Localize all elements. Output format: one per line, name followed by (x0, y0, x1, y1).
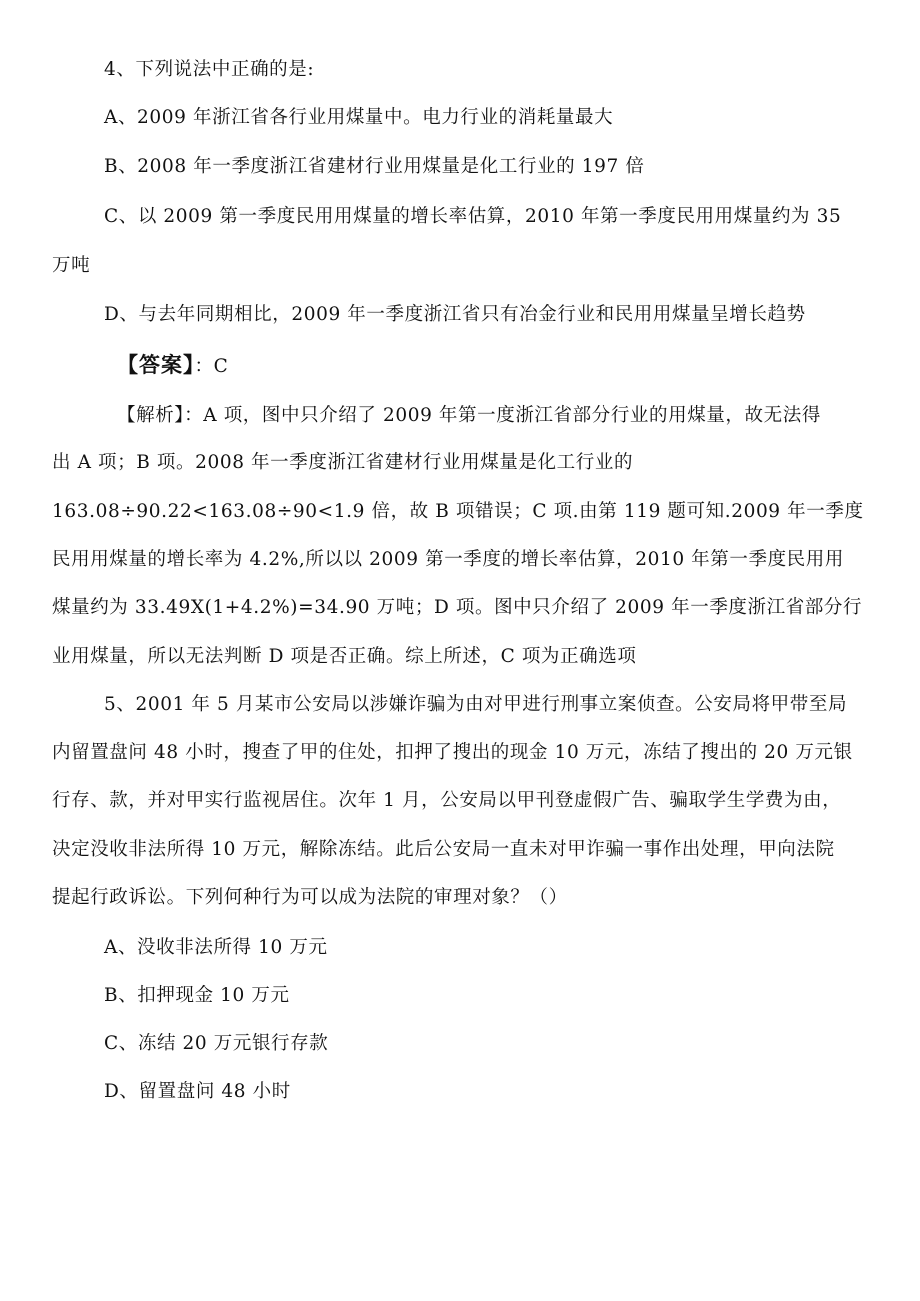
q4-option-c-line2: 万吨 (52, 255, 91, 276)
q5-stem-line: 决定没收非法所得 10 万元，解除冻结。此后公安局一直未对甲诈骗一事作出处理，甲向法院 (52, 839, 835, 860)
q5-option-d: D、留置盘问 48 小时 (104, 1081, 291, 1102)
q4-stem: 4、下列说法中正确的是: (104, 59, 315, 80)
answer-value: ：C (194, 356, 229, 377)
q4-analysis-line: 业用煤量，所以无法判断 D 项是否正确。综上所述，C 项为正确选项 (52, 646, 637, 667)
q4-analysis-line: 民用用煤量的增长率为 4.2%,所以以 2009 第一季度的增长率估算，2010 年第一季度民用用 (52, 549, 844, 570)
q4-option-b: B、2008 年一季度浙江省建材行业用煤量是化工行业的 197 倍 (104, 156, 645, 177)
q4-analysis-line: 163.08÷90.22<163.08÷90<1.9 倍，故 B 项错误；C 项.由第 119 题可知.2009 年一季度 (52, 501, 864, 522)
answer-label: 【答案】 (117, 353, 195, 377)
q4-analysis-line: 出 A 项；B 项。2008 年一季度浙江省建材行业用煤量是化工行业的 (52, 452, 634, 473)
q5-stem-line: 提起行政诉讼。下列何种行为可以成为法院的审理对象？（） (52, 887, 568, 908)
q5-stem-line: 5、2001 年 5 月某市公安局以涉嫌诈骗为由对甲进行刑事立案侦查。公安局将甲带至局 (104, 694, 848, 715)
q4-option-d: D、与去年同期相比，2009 年一季度浙江省只有冶金行业和民用用煤量呈增长趋势 (104, 304, 806, 325)
q5-option-b: B、扣押现金 10 万元 (104, 985, 290, 1006)
q5-option-a: A、没收非法所得 10 万元 (104, 937, 328, 958)
q4-analysis-line: 【解析】：A 项，图中只介绍了 2009 年第一度浙江省部分行业的用煤量，故无法得 (117, 405, 821, 426)
q5-option-c: C、冻结 20 万元银行存款 (104, 1033, 329, 1054)
q4-answer (117, 353, 228, 379)
q5-stem-line: 内留置盘问 48 小时，搜查了甲的住处，扣押了搜出的现金 10 万元，冻结了搜出的 20 万元银 (52, 742, 853, 763)
q4-option-c-line1: C、以 2009 第一季度民用用煤量的增长率估算，2010 年第一季度民用用煤量约为 35 (104, 206, 842, 227)
q4-option-a: A、2009 年浙江省各行业用煤量中。电力行业的消耗量最大 (104, 107, 614, 128)
q5-stem-line: 行存、款，并对甲实行监视居住。次年 1 月，公安局以甲刊登虚假广告、骗取学生学费为由， (52, 790, 842, 811)
q4-analysis-line: 煤量约为 33.49X(1+4.2%)=34.90 万吨；D 项。图中只介绍了 2009 年一季度浙江省部分行 (52, 597, 863, 618)
